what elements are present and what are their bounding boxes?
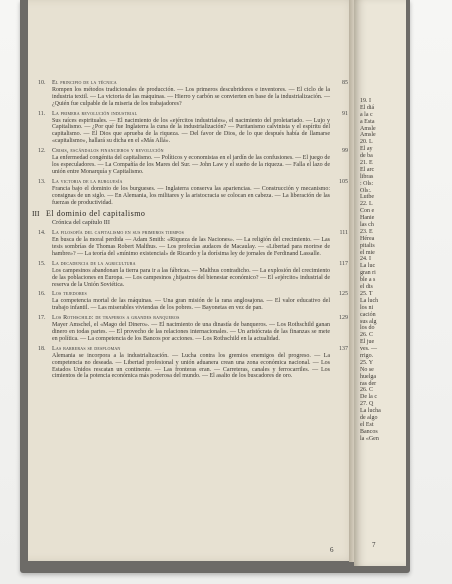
toc-section-title: Las barreras se desploman [52, 345, 121, 352]
right-page-line: de ba [360, 153, 373, 160]
right-page-line: a la c [360, 111, 373, 118]
right-page-line: libras [360, 173, 374, 180]
right-page-line: 23. E [360, 228, 373, 235]
toc-section-heading [38, 291, 348, 298]
toc-section-heading [38, 261, 348, 268]
toc-section-title: La filosofía del capitalismo en sus primeros tiempos [52, 230, 185, 237]
right-page-line: ras der [360, 380, 377, 387]
toc-section-summary: La competencia mortal de las máquinas. — Una gran misión de la rana anglosajona. — El valor educativo del trabajo infantil. — Las miserables viviendas de los pobres. — Bayonetas en vez de pan. [52, 298, 330, 312]
right-page-line: La lucha [360, 408, 381, 415]
toc-section-title: Crisis, escándalos financieros y revolución [52, 148, 164, 155]
toc-section [38, 261, 348, 289]
right-page-line: de algo [360, 414, 378, 421]
right-page-line: pitalis [360, 242, 375, 249]
sections-part-2 [38, 80, 348, 206]
toc-section-summary: Sus raíces espirituales. — El nacimiento de los «ejércitos industriales», el nacimiento del proletariado. — Lujo y Capitalismo. — ¿Por qué fue Inglaterra la cuna de la industrialización? — Puritanismo calvinista y el espíritu del capitalismo. — El Dios que aprueba de la riqueza. — Del favor de Dios, de lo que después había de llamarse «capitalismo», hallará su dicha en el «Más Allá». [52, 117, 330, 145]
toc-section [38, 80, 348, 108]
toc-section-title: Los tejedores [52, 291, 87, 298]
right-page-line: Amsle [360, 132, 376, 139]
right-page-text [360, 98, 406, 443]
toc-section-heading [38, 80, 348, 87]
right-page-line: Bancos [360, 428, 378, 435]
part-number: III [32, 209, 40, 219]
toc-section-title: La victoria de la burguesía [52, 178, 123, 185]
table-of-contents [32, 80, 348, 383]
right-page-line: Hérea [360, 235, 375, 242]
right-page-line: rrigo. [360, 352, 374, 359]
left-page-number: 6 [330, 546, 334, 554]
toc-section-number: 11. [38, 110, 46, 117]
part-heading [32, 209, 348, 219]
right-page-line: Amsle [360, 125, 376, 132]
toc-section-number: 18. [38, 345, 46, 352]
right-page-line: los do [360, 325, 375, 332]
right-page-line: El arc [360, 166, 375, 173]
toc-section-summary: Francia bajo el dominio de los burgueses. — Inglaterra conserva las apariencias. — Construcción y mecanismo: consignas de un siglo. — En Alemania, los militares y la aristocracia se colocan en cabeza. — La liberación de las fuerzas de productividad. [52, 185, 330, 206]
toc-section-summary: Mayer Amschel, el «Mago del Dinero». — El nacimiento de una dinastía de banqueros. — Los Rothschild ganan dinero en todas partes. — El provecho de las relaciones internacionales. — Un aristócrata de las finanzas se mete en política. — La competencia de los Bancos por acciones. — Los Rothschild en la actualidad. [52, 322, 330, 342]
right-page-line: a Esta [360, 118, 375, 125]
right-page-line: 22. L [360, 201, 373, 208]
sections-part-3 [38, 230, 348, 380]
toc-section-page: 85 [342, 80, 348, 86]
toc-section-title: La primera revolución industrial [52, 110, 138, 117]
toc-section-page: 105 [339, 178, 348, 185]
right-page-line: la «Gen [360, 435, 379, 442]
right-page-line: De la c [360, 394, 377, 401]
right-page-line: Hanie [360, 215, 375, 222]
toc-section-page: 129 [339, 315, 348, 322]
right-page-line: El ay [360, 146, 373, 153]
right-page-line: 24. I [360, 256, 371, 263]
toc-section-number: 16. [38, 291, 46, 298]
toc-section-heading [38, 111, 348, 118]
right-page-line: La luc [360, 263, 376, 270]
toc-section-heading [38, 179, 348, 186]
right-page-line: 26. C [360, 332, 374, 339]
right-page-line: ves. — [360, 346, 377, 353]
toc-section-page: 137 [339, 345, 348, 352]
right-page-line: Lutbe [360, 194, 374, 201]
toc-section-number: 10. [38, 80, 46, 86]
toc-section-number: 14. [38, 230, 46, 237]
right-page-line: No se [360, 366, 374, 373]
toc-section [38, 291, 348, 312]
toc-section [38, 315, 348, 343]
toc-section-number: 15. [38, 260, 46, 267]
right-page-line: sus alg [360, 318, 377, 325]
right-page-line: cación [360, 311, 376, 318]
right-page-line: El diá [360, 104, 375, 111]
part-subtitle: Crónica del capítulo III [52, 219, 110, 227]
right-page-line: ble a s [360, 277, 376, 284]
toc-section-number: 13. [38, 178, 46, 185]
toc-section [38, 111, 348, 146]
right-page-line: el dis [360, 284, 373, 291]
toc-section [38, 230, 348, 258]
toc-section-heading [38, 230, 348, 237]
toc-section-summary: Alemania se incorpora a la industrialización. — Lucha contra los gremios enemigos del progreso. — La competencia no deseada. — Libertad profesional y unión aduanera crean una zona económica nacional. — Los Estados Unidos rescatan un continente. — Las fronteras eran. — Carreteras, canales y ferrocarriles. — Los cimientos de la potencia económica más poderosa del mundo. — El asalto de los buscadores de oro. [52, 352, 330, 380]
right-page-line: el mie [360, 249, 375, 256]
toc-section-title: El principio de la técnica [52, 80, 117, 86]
part-title: El dominio del capitalismo [46, 209, 146, 219]
right-page [354, 0, 406, 566]
right-page-line: 20. L [360, 139, 373, 146]
right-page-line: gran ri [360, 270, 376, 277]
right-page-line: huelga [360, 373, 376, 380]
toc-section-number: 17. [38, 315, 46, 322]
toc-section-summary: En busca de la moral perdida — Adam Smith: «Riqueza de las Naciones». — La religión del crecimiento. — Las tesis sombrías de Thomas Robert Malthus. — Los profecías audaces de Macaulay. — «Libertad para morirse de hambre»? — La teoría del «mínimo existencial» de Ricardo y la dorísima ley de jornales de Ferdinand Lassalle. [52, 237, 330, 257]
right-page-line: las ch [360, 222, 374, 229]
right-page-line: los ni [360, 304, 374, 311]
right-page-line: Ols:. [360, 187, 372, 194]
toc-section-heading [38, 315, 348, 322]
toc-section [38, 148, 348, 176]
right-page-line: 19. I [360, 98, 371, 104]
toc-section-page: 117 [339, 260, 348, 267]
right-page-line: 25. T [360, 290, 373, 297]
toc-section-number: 12. [38, 148, 46, 155]
right-page-line: 26. C [360, 387, 374, 394]
right-page-line: : Ols: [360, 180, 374, 187]
right-page-line: Con e [360, 208, 375, 215]
toc-section-title: Los Rothschild: de traperos a grandes banqueros [52, 315, 180, 322]
toc-section-page: 125 [339, 291, 348, 298]
right-page-line: El jue [360, 339, 375, 346]
right-page-number: 7 [372, 541, 376, 549]
toc-section-summary: Los campesinos abandonan la tierra para ir a las fábricas. — Malthus contradicho. — La explosión del crecimiento de las poblaciones en Europa. — Los campesinos ¿hijastros del bienestar económico? — El «ejército» industrial de reserva de la Unión Soviética. [52, 267, 330, 288]
toc-section-summary: Rompen los métodos tradicionales de producción. — Los primeros descubridores e inventores. — El ciclo de la industria textil. — La victoria de las máquinas. — Hierro y carbón se convierten en base de la industrialización. — ¿Quién fue culpable de la miseria de los trabajadores? [52, 86, 330, 107]
toc-section-page: 91 [342, 110, 348, 117]
toc-section-page: 99 [342, 148, 348, 155]
toc-section-page: 111 [339, 230, 348, 237]
toc-section [38, 346, 348, 381]
right-page-line: 25. Y [360, 359, 374, 366]
right-page-line: La luch [360, 297, 379, 304]
right-page-line: el Est [360, 421, 374, 428]
toc-section-heading [38, 346, 348, 353]
right-page-line: 21. E [360, 160, 373, 167]
toc-section-title: La decadencia de la agricultura [52, 260, 136, 267]
toc-section-summary: La enfermedad congénita del capitalismo. — Políticos y economistas en el jardín de las confusiones. — El juego de los especuladores. — La Compañía de los Mares del Sur. — John Law y el sueño de la riqueza. — Falla el lazo de unión entre Monarquía y Capitalismo. [52, 155, 330, 175]
right-page-line: 27. Q [360, 401, 374, 408]
toc-section [38, 179, 348, 207]
